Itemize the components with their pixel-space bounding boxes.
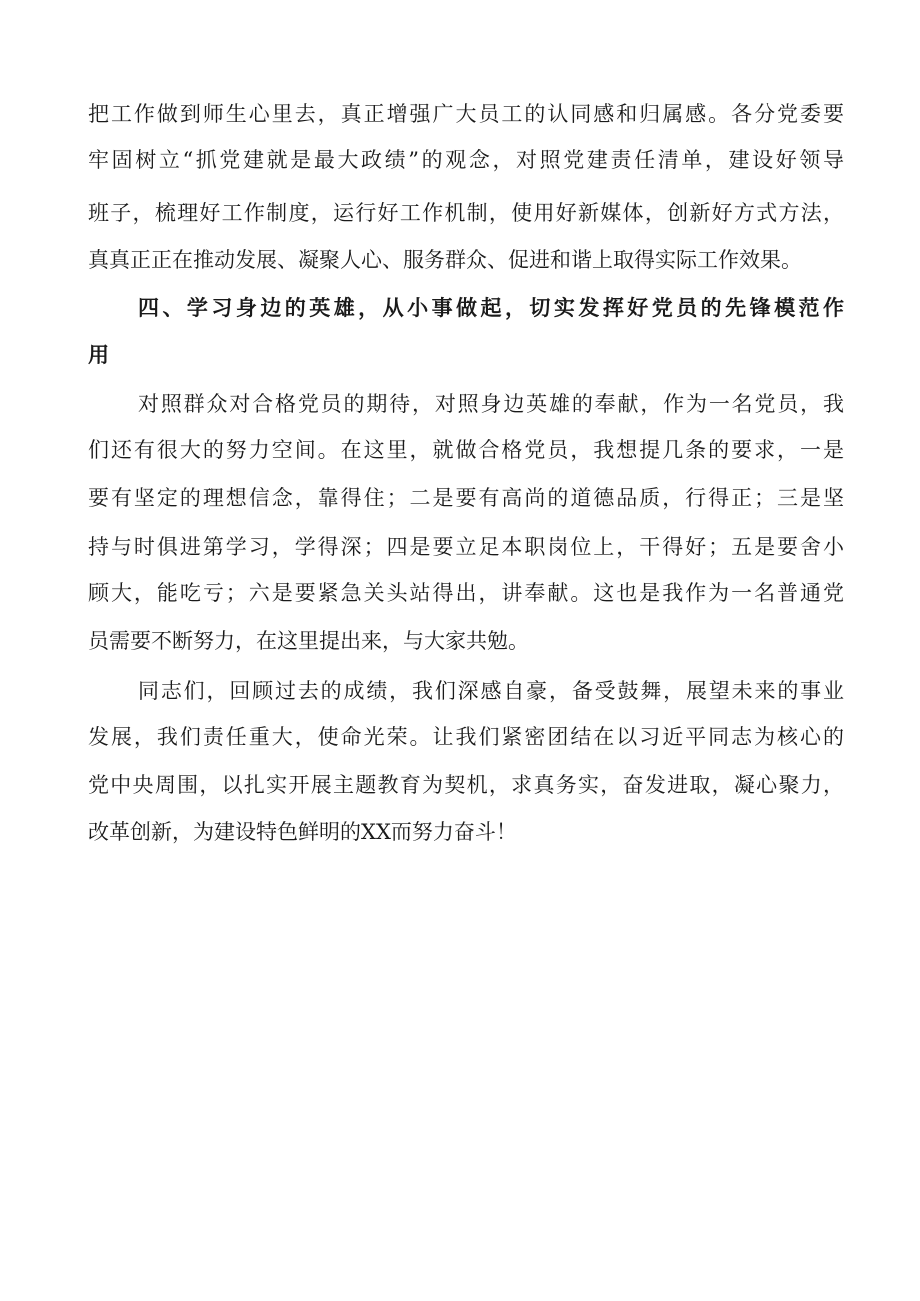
paragraph-1-line-4: 真真正正在推动发展、凝聚人心、服务群众、促进和谐上取得实际工作效果。	[88, 248, 802, 272]
paragraph-1-line-2: 牢固树立“抓党建就是最大政绩”的观念，对照党建责任清单，建设好领导	[88, 148, 844, 172]
paragraph-2-line-5: 顾大，能吃亏；六是要紧急关头站得出，讲奉献。这也是我作为一名普通党	[88, 581, 844, 605]
section-heading-line-2: 用	[88, 343, 109, 367]
paragraph-3-line-4: 改革创新，为建设特色鲜明的XX而努力奋斗！	[88, 820, 517, 844]
paragraph-3-line-3: 党中央周围，以扎实开展主题教育为契机，求真务实，奋发进取，凝心聚力，	[88, 773, 844, 797]
section-heading-line-1: 四、学习身边的英雄，从小事做起，切实发挥好党员的先锋模范作	[138, 296, 844, 320]
paragraph-2-line-4: 持与时俱进第学习，学得深；四是要立足本职岗位上，干得好；五是要舍小	[88, 535, 844, 559]
paragraph-3-line-2: 发展，我们责任重大，使命光荣。让我们紧密团结在以习近平同志为核心的	[88, 725, 844, 749]
paragraph-2-line-3: 要有坚定的理想信念，靠得住；二是要有高尚的道德品质，行得正；三是坚	[88, 486, 844, 510]
paragraph-1-line-3: 班子，梳理好工作制度，运行好工作机制，使用好新媒体，创新好方式方法，	[88, 201, 844, 225]
paragraph-2-line-6: 员需要不断努力，在这里提出来，与大家共勉。	[88, 629, 529, 653]
paragraph-2-line-2: 们还有很大的努力空间。在这里，就做合格党员，我想提几条的要求，一是	[88, 438, 844, 462]
paragraph-1-line-1: 把工作做到师生心里去，真正增强广大员工的认同感和归属感。各分党委要	[88, 102, 844, 126]
paragraph-2-line-1: 对照群众对合格党员的期待，对照身边英雄的奉献，作为一名党员，我	[138, 392, 844, 416]
paragraph-3-line-1: 同志们，回顾过去的成绩，我们深感自豪，备受鼓舞，展望未来的事业	[138, 679, 844, 703]
